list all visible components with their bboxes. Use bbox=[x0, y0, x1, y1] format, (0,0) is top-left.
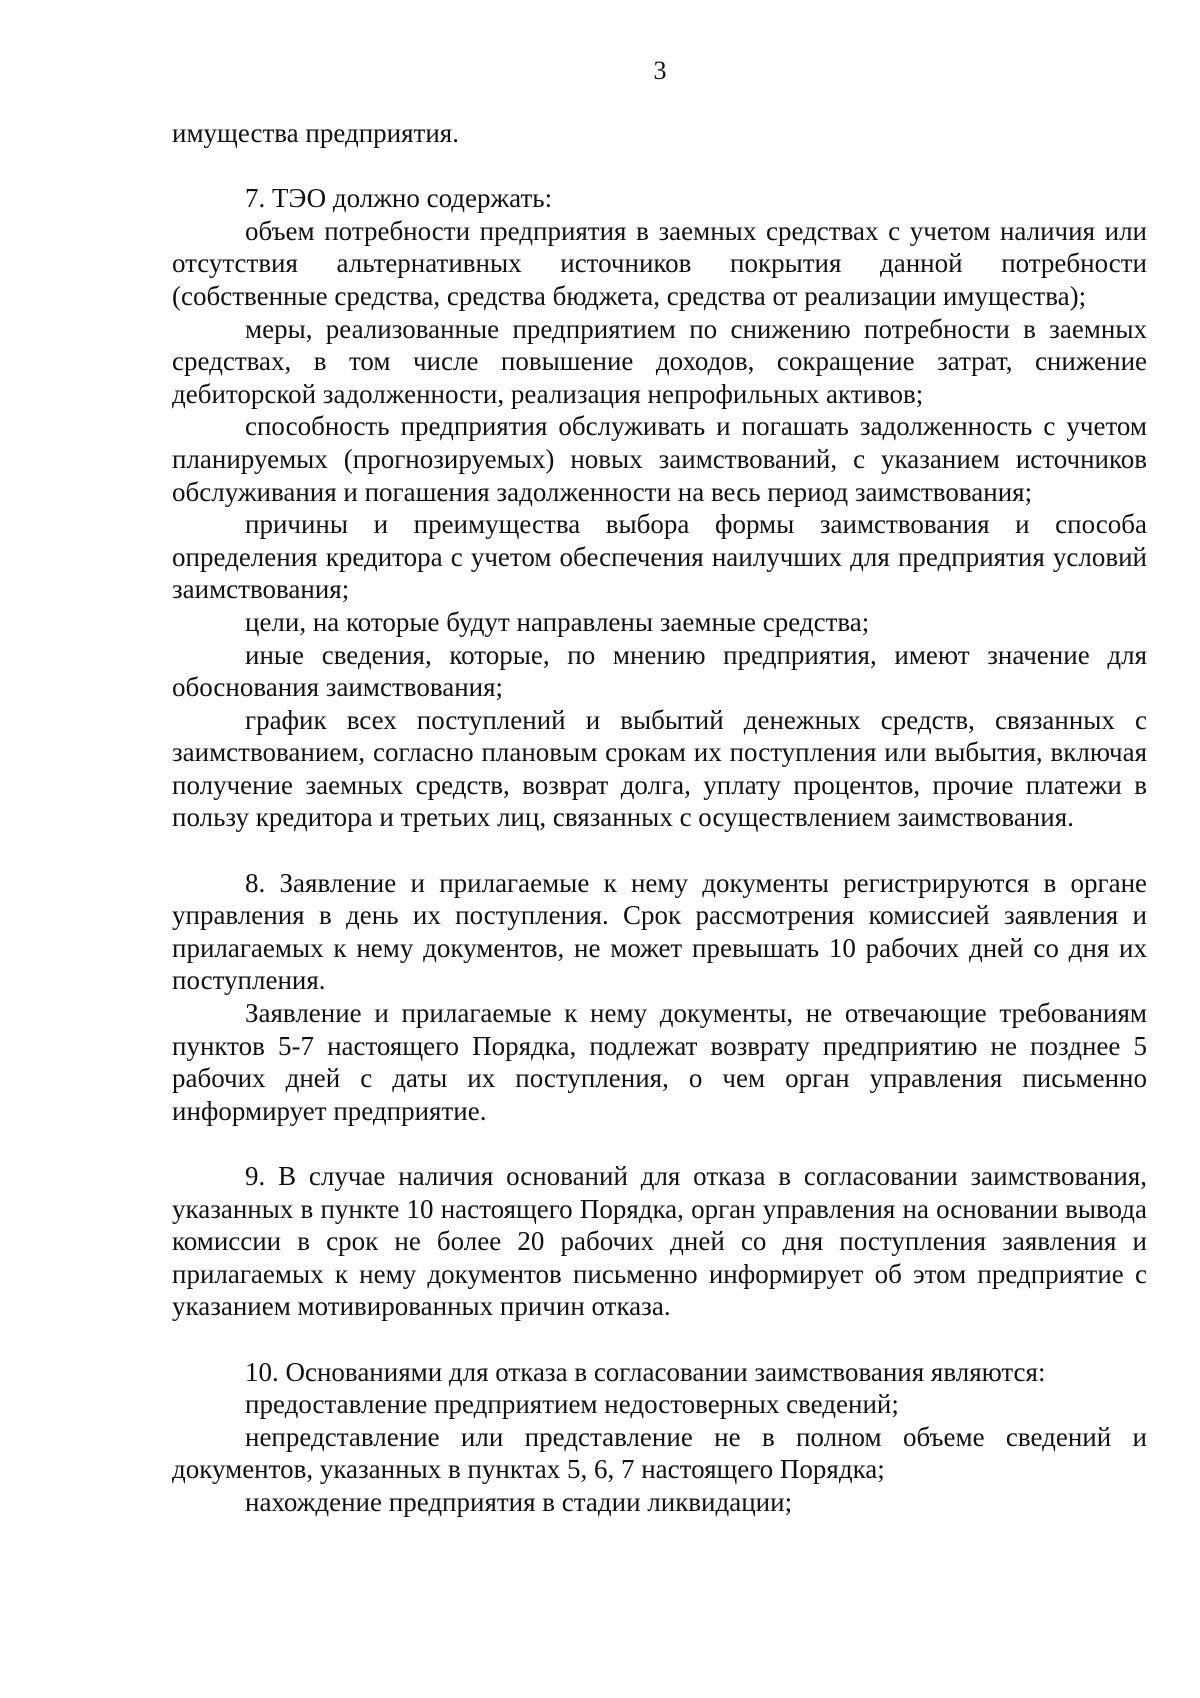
paragraph: причины и преимущества выбора формы заимствования и способа определения кредитора с учетом обеспечения наилучших для предприятия условий заимствования; bbox=[172, 509, 1147, 605]
paragraph: нахождение предприятия в стадии ликвидации; bbox=[245, 1486, 793, 1517]
document-body bbox=[172, 117, 1147, 1519]
paragraph: объем потребности предприятия в заемных средствах с учетом наличия или отсутствия альтернативных источников покрытия данной потребности (собственные средства, средства бюджета, средства от реализации имущества); bbox=[172, 215, 1147, 311]
page-number: 3 bbox=[653, 56, 667, 85]
paragraph: непредставление или представление не в полном объеме сведений и документов, указанных в пунктах 5, 6, 7 настоящего Порядка; bbox=[172, 1421, 1147, 1485]
paragraph: способность предприятия обслуживать и погашать задолженность с учетом планируемых (прогнозируемых) новых заимствований, с указанием источников обслуживания и погашения задолженности на весь период заимствования; bbox=[172, 411, 1147, 507]
paragraph: график всех поступлений и выбытий денежных средств, связанных с заимствованием, согласно плановым срокам их поступления или выбытия, включая получение заемных средств, возврат долга, уплату процентов, прочие платежи в пользу кредитора и третьих лиц, связанных с осуществлением заимствования. bbox=[172, 704, 1147, 833]
paragraph: имущества предприятия. bbox=[172, 118, 459, 148]
paragraph: 9. В случае наличия оснований для отказа в согласовании заимствования, указанных в пункте 10 настоящего Порядка, орган управления на основании вывода комиссии в срок не более 20 рабочих дней со дня поступления заявления и прилагаемых к нему документов письменно информирует об этом предприятие с указанием мотивированных причин отказа. bbox=[172, 1161, 1147, 1322]
paragraph: Заявление и прилагаемые к нему документы, не отвечающие требованиям пунктов 5-7 настоящего Порядка, подлежат возврату предприятию не позднее 5 рабочих дней с даты их поступления, о чем орган управления письменно информирует предприятие. bbox=[172, 998, 1147, 1126]
paragraph: иные сведения, которые, по мнению предприятия, имеют значение для обоснования заимствования; bbox=[172, 639, 1147, 703]
paragraph: меры, реализованные предприятием по снижению потребности в заемных средствах, в том числе повышение доходов, сокращение затрат, снижение дебиторской задолженности, реализация непрофильных активов; bbox=[172, 313, 1147, 409]
paragraph: 7. ТЭО должно содержать: bbox=[245, 183, 553, 214]
paragraph: предоставление предприятием недостоверных сведений; bbox=[245, 1389, 899, 1420]
paragraph: цели, на которые будут направлены заемные средства; bbox=[245, 606, 870, 637]
paragraph: 8. Заявление и прилагаемые к нему документы регистрируются в органе управления в день их поступления. Срок рассмотрения комиссией заявления и прилагаемых к нему документов, не может превышать 10 рабочих дней со дня их поступления. bbox=[172, 867, 1147, 996]
paragraph: 10. Основаниями для отказа в согласовании заимствования являются: bbox=[245, 1356, 1046, 1387]
